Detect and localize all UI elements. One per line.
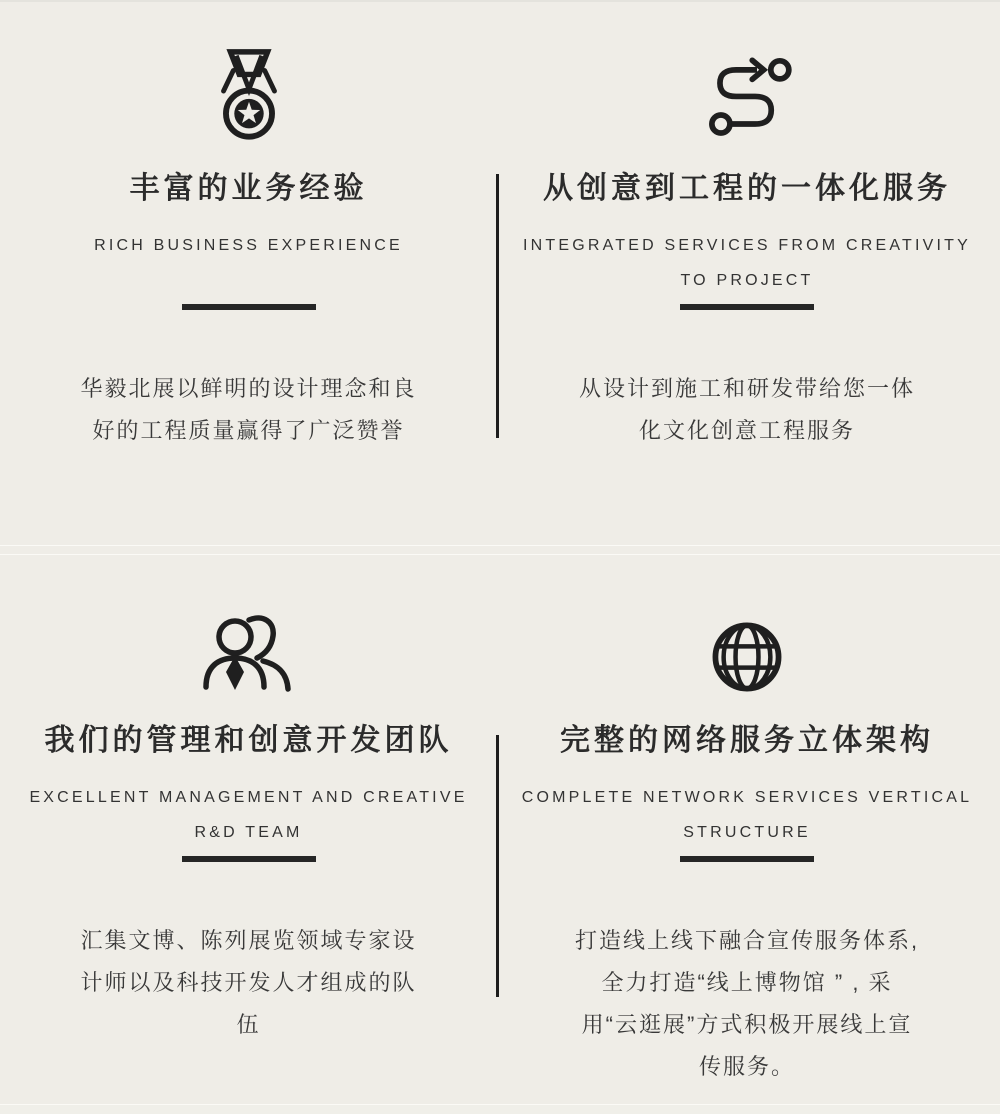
medal-icon <box>200 46 298 144</box>
divider-bar <box>680 304 814 310</box>
section-separator <box>0 545 1000 555</box>
feature-title: 从创意到工程的一体化服务 <box>543 172 951 205</box>
feature-subtitle: EXCELLENT MANAGEMENT AND CREATIVE R&D TEAM <box>29 789 468 841</box>
divider-bar <box>680 856 814 862</box>
feature-block-network-structure <box>497 555 997 1104</box>
divider-bar <box>182 856 316 862</box>
page-bottom-strip <box>0 1104 1000 1114</box>
team-icon <box>199 611 299 703</box>
feature-title: 完整的网络服务立体架构 <box>560 724 934 757</box>
feature-block-creative-team <box>0 555 497 1104</box>
divider-bar <box>182 304 316 310</box>
feature-subtitle: RICH BUSINESS EXPERIENCE <box>94 237 403 254</box>
vertical-divider <box>496 174 499 438</box>
feature-subtitle: COMPLETE NETWORK SERVICES VERTICAL STRUCTURE <box>521 789 973 841</box>
globe-icon <box>706 616 788 698</box>
feature-description: 华毅北展以鲜明的设计理念和良 好的工程质量赢得了广泛赞誉 <box>80 376 417 443</box>
team-icon-wrap <box>0 607 497 707</box>
feature-subtitle: INTEGRATED SERVICES FROM CREATIVITY TO PROJECT <box>522 237 972 289</box>
feature-description: 汇集文博、陈列展览领域专家设 计师以及科技开发人才组成的队 伍 <box>80 928 417 1037</box>
feature-block-integrated-services <box>497 2 997 545</box>
features-top-section <box>0 2 1000 545</box>
route-icon-wrap <box>497 45 997 145</box>
globe-icon-wrap <box>497 607 997 707</box>
feature-description: 打造线上线下融合宣传服务体系, 全力打造“线上博物馆 ” , 采 用“云逛展”方式积极开展线上宣 传服务。 <box>574 928 920 1079</box>
vertical-divider <box>496 735 499 997</box>
feature-block-rich-experience <box>0 2 497 545</box>
route-icon <box>700 48 795 143</box>
feature-title: 我们的管理和创意开发团队 <box>44 724 453 757</box>
feature-description: 从设计到施工和研发带给您一体 化文化创意工程服务 <box>578 376 915 443</box>
medal-icon-wrap <box>0 45 497 145</box>
feature-title: 丰富的业务经验 <box>129 172 368 205</box>
features-bottom-section <box>0 555 1000 1104</box>
